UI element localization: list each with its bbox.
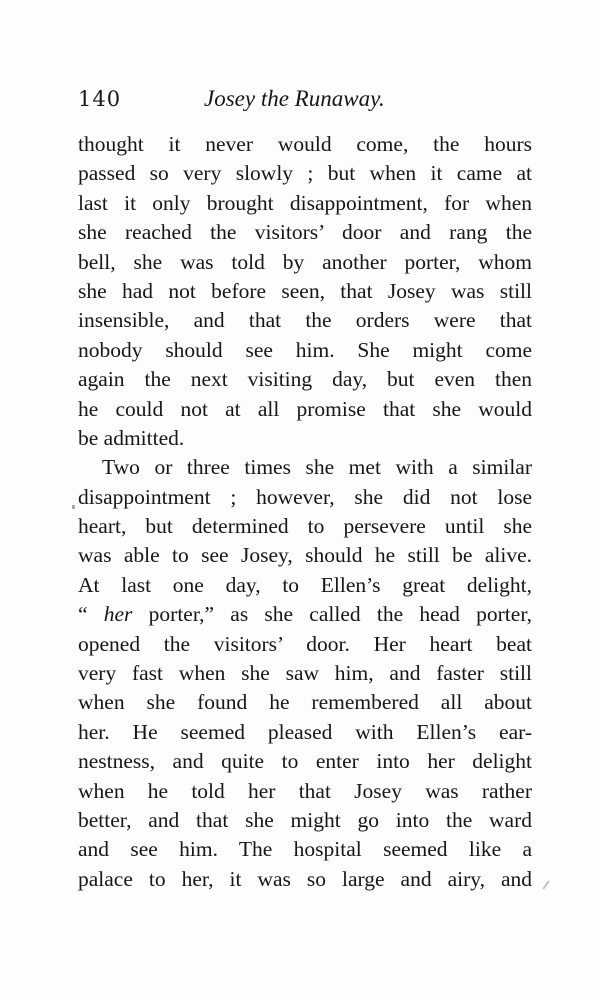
- running-title: Josey the Runaway.: [204, 86, 385, 111]
- text-line: disappointment ; however, she did not lose: [78, 484, 532, 509]
- text-line: and see him. The hospital seemed like a: [78, 837, 532, 862]
- text-line: nestness, and quite to enter into her delight: [78, 749, 532, 774]
- text-line: he could not at all promise that she would: [78, 396, 532, 421]
- text-line: passed so very slowly ; but when it came at: [78, 161, 532, 186]
- text-line: bell, she was told by another porter, whom: [78, 249, 532, 274]
- paper-speck: [542, 880, 549, 889]
- paragraph-start-line: Two or three times she met with a similar: [102, 455, 532, 480]
- text-line: last it only brought disappointment, for when: [78, 190, 532, 215]
- page-number: 140: [78, 87, 122, 111]
- text-line: palace to her, it was so large and airy, and: [78, 866, 532, 891]
- text-line: she had not before seen, that Josey was still: [78, 278, 532, 303]
- body-text: [78, 130, 532, 894]
- text-line-rest: porter,” as she called the head porter,: [148, 602, 532, 627]
- text-line: heart, but determined to persevere until she: [78, 514, 532, 539]
- text-line: again the next visiting day, but even then: [78, 367, 532, 392]
- running-head: [78, 84, 530, 114]
- text-line: nobody should see him. She might come: [78, 337, 532, 362]
- text-line: she reached the visitors’ door and rang the: [78, 220, 532, 245]
- text-line: when he told her that Josey was rather: [78, 778, 532, 803]
- text-line: opened the visitors’ door. Her heart beat: [78, 631, 532, 656]
- text-line: At last one day, to Ellen’s great delight,: [78, 572, 532, 597]
- text-line: very fast when she saw him, and faster still: [78, 661, 532, 686]
- text-line: was able to see Josey, should he still be alive.: [78, 543, 532, 568]
- text-line: her. He seemed pleased with Ellen’s ear-: [78, 719, 532, 744]
- text-line: thought it never would come, the hours: [78, 132, 532, 156]
- text-line: better, and that she might go into the ward: [78, 807, 532, 832]
- text-line-with-italic: [78, 600, 532, 629]
- paragraph-end-line: be admitted.: [78, 425, 185, 450]
- quote-open: “: [78, 602, 104, 627]
- text-line: when she found he remembered all about: [78, 690, 532, 715]
- italic-word: her: [103, 602, 133, 627]
- paper-speck: [72, 505, 75, 509]
- text-line: insensible, and that the orders were that: [78, 308, 532, 333]
